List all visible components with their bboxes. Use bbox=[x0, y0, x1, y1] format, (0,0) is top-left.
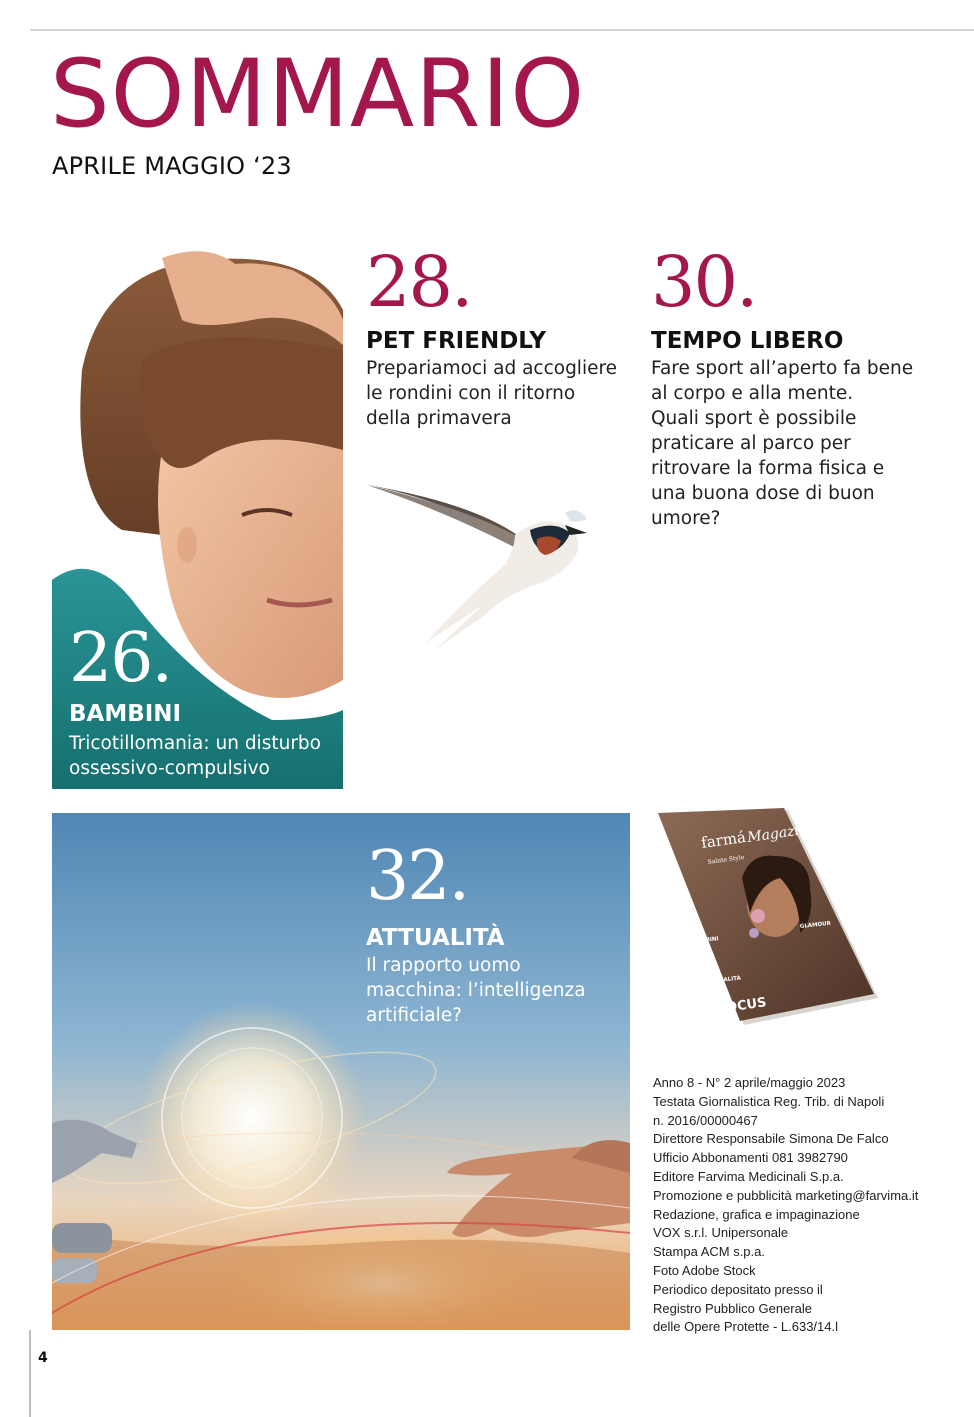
colophon-line: Ufficio Abbonamenti 081 3982790 bbox=[653, 1150, 848, 1166]
colophon-line: Registro Pubblico Generale bbox=[653, 1300, 812, 1316]
magazine-cover[interactable] bbox=[650, 808, 885, 1033]
article-32-section: ATTUALITÀ bbox=[366, 925, 505, 951]
colophon-line: Anno 8 - N° 2 aprile/maggio 2023 bbox=[653, 1075, 846, 1090]
article-30-number: 30. bbox=[651, 241, 757, 323]
colophon-line: n. 2016/00000467 bbox=[653, 1112, 758, 1128]
article-26-description: Tricotillomania: un disturbo ossessivo-compulsivo bbox=[69, 733, 321, 779]
cover-label-attualita: ATTUALITÀ bbox=[707, 975, 742, 985]
article-32-description: Il rapporto uomo macchina: l’intelligenza artificiale? bbox=[366, 954, 586, 1026]
article-26-card[interactable] bbox=[52, 250, 343, 789]
article-32-number: 32. bbox=[366, 837, 469, 916]
page-title: SOMMARIO bbox=[50, 40, 586, 149]
cover-label-bambini: BAMBINI bbox=[691, 936, 719, 945]
colophon-line: Promozione e pubblicità marketing@farvima.it bbox=[653, 1187, 919, 1203]
colophon-line: VOX s.r.l. Unipersonale bbox=[653, 1225, 789, 1241]
article-28-section: PET FRIENDLY bbox=[366, 328, 547, 354]
page-margin-rule bbox=[29, 1330, 31, 1417]
cover-brand: farmá bbox=[700, 827, 747, 852]
top-rule bbox=[30, 29, 974, 31]
colophon-line: Periodico depositato presso il bbox=[653, 1281, 823, 1297]
article-28-description: Prepariamoci ad accogliere le rondini con il ritorno della primavera bbox=[366, 357, 618, 429]
article-30-section: TEMPO LIBERO bbox=[651, 328, 844, 354]
colophon-line: Editore Farvima Medicinali S.p.a. bbox=[653, 1168, 844, 1184]
colophon-line: Foto Adobe Stock bbox=[653, 1262, 756, 1278]
colophon-line: Stampa ACM s.p.a. bbox=[653, 1244, 765, 1260]
article-30-description: Fare sport all’aperto fa bene al corpo e alla mente. Quali sport è possibile praticare al parco per ritrovare la forma fisica e una buona dose di buon umore? bbox=[651, 357, 914, 529]
colophon-line: delle Opere Protette - L.633/14.l bbox=[653, 1319, 839, 1335]
article-26-number: 26. bbox=[69, 619, 172, 699]
cover-tagline: Salute Style bbox=[707, 853, 745, 866]
colophon-line: Direttore Responsabile Simona De Falco bbox=[653, 1131, 889, 1147]
article-26-section: BAMBINI bbox=[69, 701, 182, 728]
article-28-number: 28. bbox=[366, 241, 472, 323]
article-30[interactable] bbox=[651, 241, 951, 531]
colophon-line: Redazione, grafica e impaginazione bbox=[653, 1206, 860, 1222]
article-32-card[interactable] bbox=[52, 813, 630, 1330]
issue-date: APRILE MAGGIO ‘23 bbox=[52, 152, 292, 180]
article-28[interactable] bbox=[366, 241, 636, 431]
colophon-line: Testata Giornalistica Reg. Trib. di Napoli bbox=[653, 1093, 885, 1109]
page-number: 4 bbox=[38, 1350, 48, 1366]
cover-name: Magazine bbox=[746, 820, 818, 846]
swallow-illustration bbox=[365, 475, 590, 655]
cover-label-glamour: GLAMOUR bbox=[799, 920, 832, 930]
colophon bbox=[653, 1074, 963, 1337]
cover-focus: FOCUS bbox=[716, 995, 768, 1017]
